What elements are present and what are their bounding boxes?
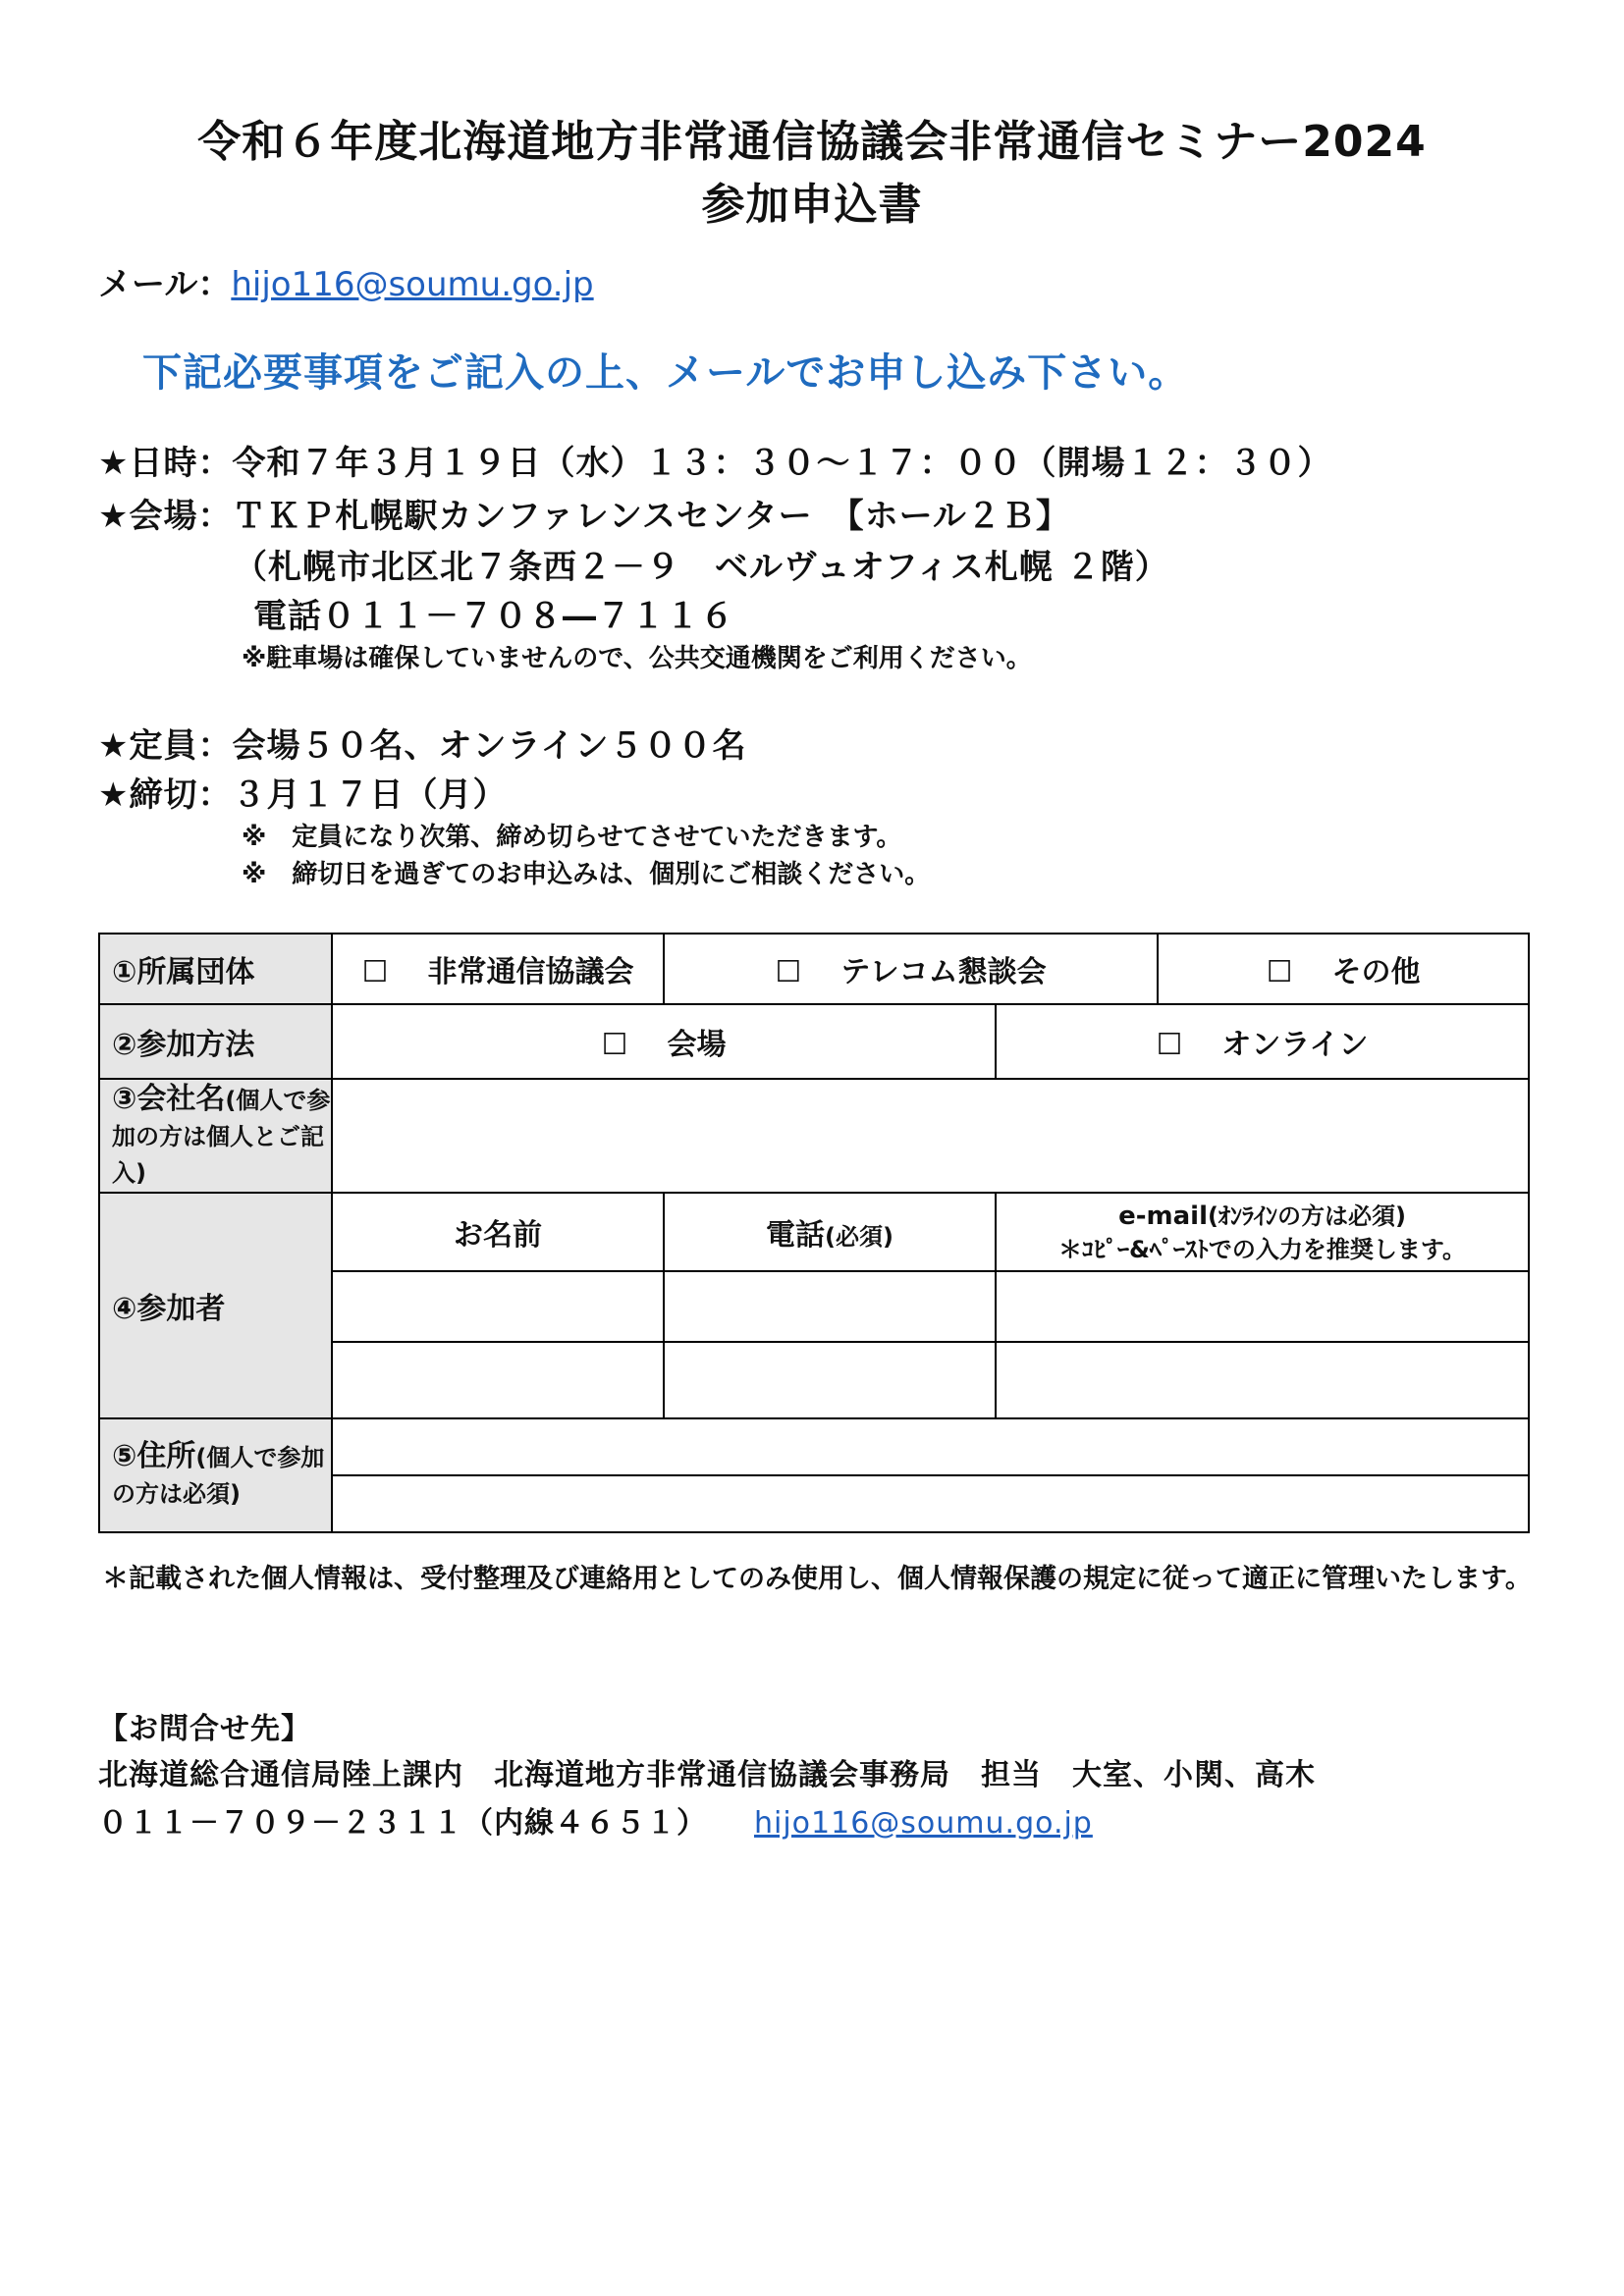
participants-header-row	[99, 1193, 1529, 1271]
col-email-header	[996, 1193, 1529, 1271]
affiliation-option-other[interactable]	[1158, 934, 1529, 1004]
participant-email-input[interactable]	[996, 1271, 1529, 1342]
contact-line	[98, 1798, 1093, 1842]
checkbox-icon[interactable]: ☐	[775, 955, 802, 989]
col-email-label: e-mail	[1118, 1201, 1208, 1231]
privacy-note: ＊記載された個人情報は、受付整理及び連絡用としてのみ使用し、個人情報保護の規定に従って適正に管理いたします。	[102, 1564, 1532, 1594]
address-label	[99, 1418, 332, 1532]
affiliation-label: ①所属団体	[99, 934, 332, 1004]
parking-note: ※駐車場は確保していませんので、公共交通機関をご利用ください。	[242, 644, 1032, 673]
affiliation-option-label: 非常通信協議会	[427, 955, 634, 989]
address-label-sub: (個人で参加の方は必須)	[112, 1444, 325, 1508]
mail-label: メール：	[98, 265, 232, 304]
col-phone-sub: (必須)	[825, 1223, 893, 1251]
deadline-note-1: ※ 定員になり次第、締め切らせてさせていただきます。	[242, 823, 902, 852]
page-title: 令和６年度北海道地方非常通信協議会非常通信セミナー2024	[197, 117, 1427, 167]
page-subtitle: 参加申込書	[701, 180, 923, 230]
address-label-main: ⑤住所	[112, 1439, 196, 1473]
col-email-title	[997, 1199, 1528, 1233]
participant-email-input[interactable]	[996, 1342, 1529, 1418]
company-label	[99, 1079, 332, 1193]
checkbox-icon[interactable]: ☐	[1156, 1028, 1183, 1062]
method-option-online[interactable]	[996, 1004, 1529, 1079]
method-row	[99, 1004, 1529, 1079]
participant-phone-input[interactable]	[664, 1342, 996, 1418]
address-input-line-1[interactable]	[332, 1418, 1529, 1475]
event-capacity: ★定員：会場５０名、オンライン５００名	[98, 726, 747, 766]
col-email-sub: (ｵﾝﾗｲﾝの方は必須)	[1207, 1201, 1406, 1230]
event-deadline: ★締切：３月１７日（月）	[98, 775, 508, 815]
participants-label: ④参加者	[99, 1193, 332, 1418]
participant-name-input[interactable]	[332, 1342, 664, 1418]
contact-heading: 【お問合せ先】	[98, 1712, 311, 1746]
address-input-line-2[interactable]	[332, 1475, 1529, 1532]
contact-email-link[interactable]: hijo116@soumu.go.jp	[754, 1806, 1093, 1841]
affiliation-option-council[interactable]	[332, 934, 664, 1004]
contact-phone: ０１１－７０９－２３１１（内線４６５１）	[98, 1806, 707, 1841]
col-phone-header	[664, 1193, 996, 1271]
checkbox-icon[interactable]: ☐	[601, 1028, 628, 1062]
checkbox-icon[interactable]: ☐	[361, 955, 389, 989]
instruction-text: 下記必要事項をご記入の上、メールでお申し込み下さい。	[142, 350, 1189, 396]
company-label-main: ③会社名	[112, 1081, 226, 1116]
participant-phone-input[interactable]	[664, 1271, 996, 1342]
company-row	[99, 1079, 1529, 1193]
affiliation-option-label: その他	[1331, 955, 1421, 989]
company-input[interactable]	[332, 1079, 1529, 1193]
contact-org: 北海道総合通信局陸上課内 北海道地方非常通信協議会事務局 担当 大室、小関、高木	[98, 1758, 1316, 1792]
affiliation-option-telecom[interactable]	[664, 934, 1158, 1004]
col-email-note: ＊ｺﾋﾟｰ&ﾍﾟｰｽﾄでの入力を推奨します。	[1058, 1235, 1467, 1263]
event-phone: 電話０１１－７０８―７１１６	[253, 597, 734, 636]
application-form	[98, 933, 1530, 1533]
deadline-note-2: ※ 締切日を過ぎてのお申込みは、個別にご相談ください。	[242, 860, 931, 889]
event-venue: ★会場：ＴＫＰ札幌駅カンファレンスセンター 【ホール２Ｂ】	[98, 497, 1070, 536]
address-row	[99, 1418, 1529, 1475]
col-name-header: お名前	[332, 1193, 664, 1271]
method-label: ②参加方法	[99, 1004, 332, 1079]
company-label-sub: (個人で参加の方は個人とご記入)	[112, 1086, 331, 1187]
participant-name-input[interactable]	[332, 1271, 664, 1342]
event-date: ★日時：令和７年３月１９日（水）１３：３０～１７：００（開場１２：３０）	[98, 444, 1332, 483]
method-option-venue[interactable]	[332, 1004, 996, 1079]
col-phone-label: 電話	[766, 1218, 826, 1253]
mail-line	[98, 257, 594, 305]
mail-link[interactable]: hijo116@soumu.go.jp	[231, 265, 594, 304]
affiliation-row	[99, 934, 1529, 1004]
event-address: （札幌市北区北７条西２－９ ベルヴュオフィス札幌 ２階）	[234, 548, 1169, 587]
method-option-label: オンライン	[1221, 1028, 1369, 1062]
method-option-label: 会場	[667, 1028, 727, 1062]
checkbox-icon[interactable]: ☐	[1266, 955, 1293, 989]
affiliation-option-label: テレコム懇談会	[840, 955, 1047, 989]
